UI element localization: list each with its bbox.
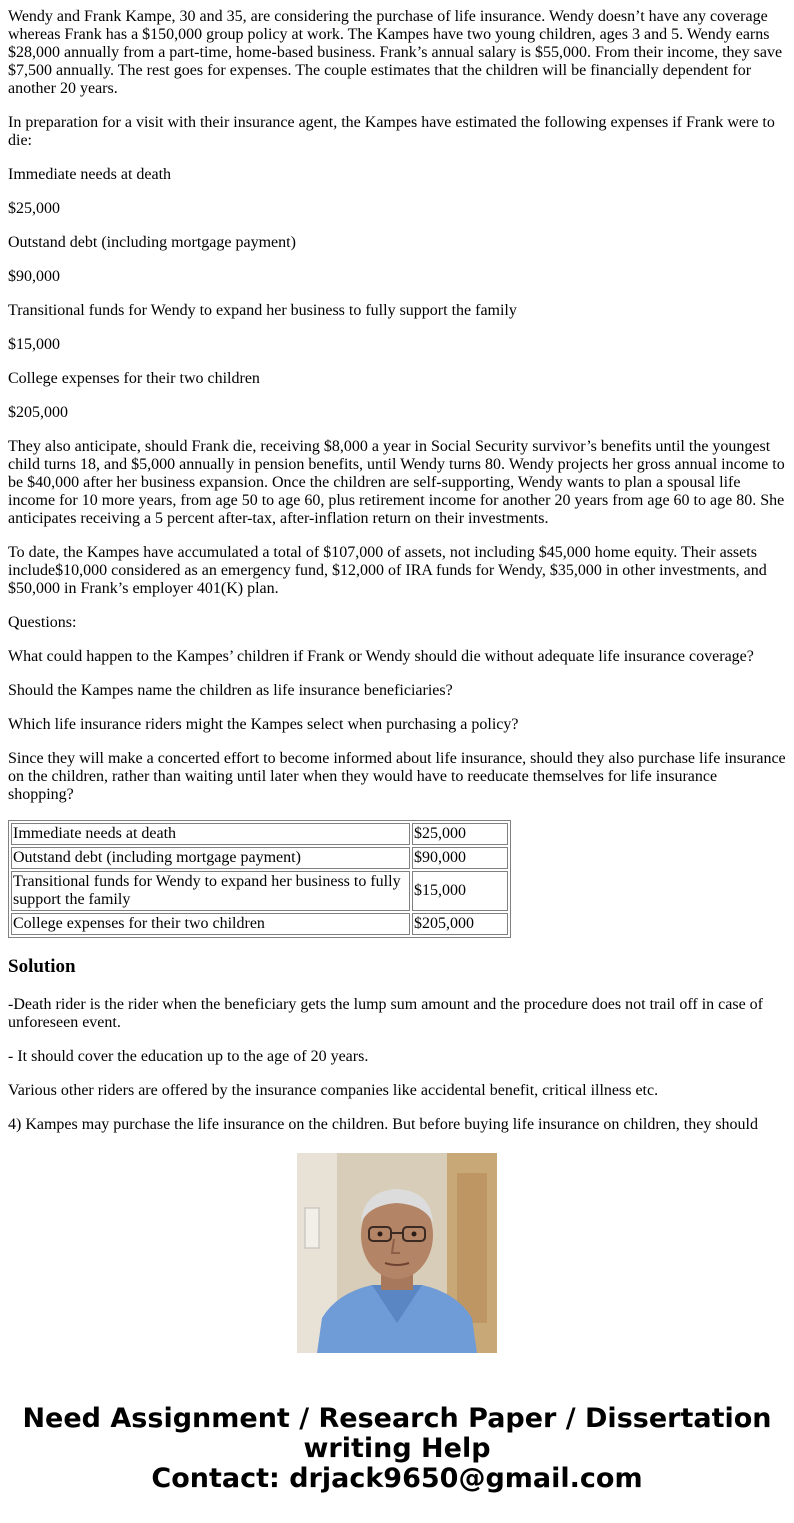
solution-paragraph: Various other riders are offered by the insurance companies like accidental benefit, critical illness etc.	[8, 1082, 659, 1099]
solution-paragraph: 4) Kampes may purchase the life insurance on the children. But before buying life insurance on children, they should	[8, 1116, 758, 1133]
question-paragraph: In preparation for a visit with their insurance agent, the Kampes have estimated the following expenses if Frank were to die:	[8, 114, 775, 149]
promo-line: Need Assignment / Research Paper / Dissertation writing Help	[22, 1403, 772, 1464]
table-cell-amount: $90,000	[412, 847, 508, 869]
table-cell-amount: $25,000	[412, 823, 508, 845]
expense-amount: $25,000	[8, 200, 60, 217]
expense-label: Transitional funds for Wendy to expand her business to fully support the family	[8, 302, 517, 319]
avatar	[297, 1153, 497, 1353]
table-row	[11, 913, 508, 935]
question-item: Since they will make a concerted effort to become informed about life insurance, should they also purchase life insurance on the children, rather than waiting until later when they would have to reeducate themselves for life insurance shopping?	[8, 750, 786, 803]
table-cell-label: Transitional funds for Wendy to expand her business to fully support the family	[11, 871, 410, 911]
question-item: Which life insurance riders might the Kampes select when purchasing a policy?	[8, 716, 519, 733]
table-row	[11, 847, 508, 869]
expense-amount: $205,000	[8, 404, 68, 421]
expense-table	[8, 820, 511, 938]
table-row	[11, 871, 508, 911]
expense-amount: $15,000	[8, 336, 60, 353]
person-portrait-icon	[297, 1153, 497, 1353]
solution-heading: Solution	[8, 956, 76, 977]
solution-paragraph: - It should cover the education up to the age of 20 years.	[8, 1048, 369, 1065]
question-paragraph: Wendy and Frank Kampe, 30 and 35, are considering the purchase of life insurance. Wendy doesn’t have any coverage whereas Frank has a $150,000 group policy at work. The Kampes have two young children, ages 3 and 5. Wendy earns $28,000 annually from a part-time, home-based business. Frank’s annual salary is $55,000. From their income, they save $7,500 annually. The rest goes for expenses. The couple estimates that the children will be financially dependent for another 20 years.	[8, 8, 783, 97]
table-cell-label: College expenses for their two children	[11, 913, 410, 935]
promo-contact: Contact: drjack9650@gmail.com	[151, 1463, 643, 1494]
question-item: Should the Kampes name the children as life insurance beneficiaries?	[8, 682, 453, 699]
expense-label: Outstand debt (including mortgage payment)	[8, 234, 296, 251]
table-cell-label: Immediate needs at death	[11, 823, 410, 845]
solution-paragraph: -Death rider is the rider when the beneficiary gets the lump sum amount and the procedure does not trail off in case of unforeseen event.	[8, 996, 764, 1031]
table-row	[11, 823, 508, 845]
expense-amount: $90,000	[8, 268, 60, 285]
questions-heading: Questions:	[8, 614, 77, 631]
question-item: What could happen to the Kampes’ children if Frank or Wendy should die without adequate life insurance coverage?	[8, 648, 754, 665]
table-cell-amount: $205,000	[412, 913, 508, 935]
question-paragraph: To date, the Kampes have accumulated a total of $107,000 of assets, not including $45,000 home equity. Their assets include$10,000 considered as an emergency fund, $12,000 of IRA funds for Wendy, $35,000 in other investments, and $50,000 in Frank’s employer 401(K) plan.	[8, 544, 767, 597]
question-paragraph: They also anticipate, should Frank die, receiving $8,000 a year in Social Security survivor’s benefits until the youngest child turns 18, and $5,000 annually in pension benefits, until Wendy turns 80. Wendy projects her gross annual income to be $40,000 after her business expansion. Once the children are self-supporting, Wendy wants to plan a spousal life income for 10 more years, from age 50 to age 60, plus retirement income for another 20 years from age 60 to age 80. She anticipates receiving a 5 percent after-tax, after-inflation return on their investments.	[8, 438, 785, 527]
table-cell-amount: $15,000	[412, 871, 508, 911]
table-cell-label: Outstand debt (including mortgage payment)	[11, 847, 410, 869]
expense-label: Immediate needs at death	[8, 166, 172, 183]
expense-label: College expenses for their two children	[8, 370, 260, 387]
document-content	[8, 8, 786, 1133]
promo-banner	[0, 1404, 794, 1494]
